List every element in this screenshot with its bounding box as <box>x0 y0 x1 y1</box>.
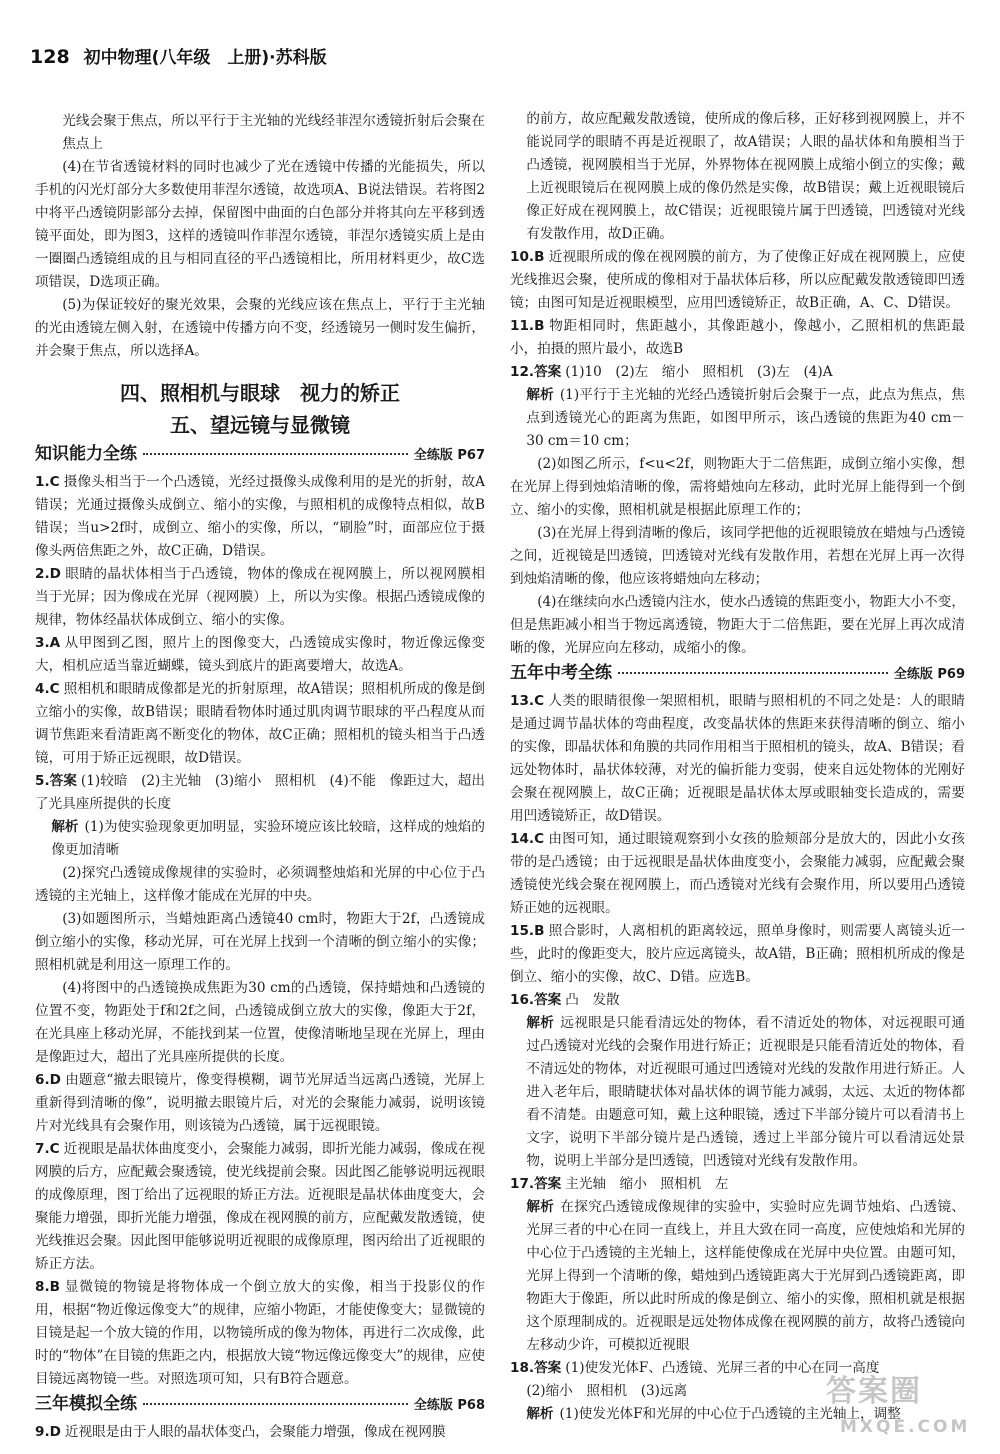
section-header <box>35 443 485 471</box>
section-header <box>510 662 965 690</box>
answer-number: 13.C <box>510 693 545 709</box>
answer-text: 人类的眼睛很像一架照相机，眼睛与照相机的不同之处是：人的眼睛是通过调节晶状体的弯曲程度，改变晶状体的焦距来获得清晰的倒立、缩小的实像，即晶状体和角膜的共同作用相当于照相机的镜头，故A、B错误；看远处物体时，晶状体较薄，对光的偏折能力变弱，使来自远处物体的光刚好会聚在视网膜上，故C正确；近视眼是晶状体太厚或眼轴变长造成的，需要用凹透镜矫正，故D错误。 <box>510 693 965 824</box>
answer-number: 15.B <box>510 923 545 939</box>
answer-item <box>35 471 485 563</box>
answer-text: 眼睛的晶状体相当于凸透镜，物体的像成在视网膜上，所以视网膜相当于光屏；因为像成在光屏（视网膜）上，所以为实像。根据凸透镜成像的规律，物体经晶状体成倒立、缩小的实像。 <box>35 566 485 628</box>
answer-item <box>510 690 965 828</box>
answer-item <box>510 361 965 384</box>
answer-number: 6.D <box>35 1072 61 1088</box>
answer-text: (1)使发光体F、凸透镜、光屏三者的中心在同一高度 <box>565 1360 880 1376</box>
answer-number: 5.答案 <box>35 773 77 789</box>
intro-paragraph: (5)为保证较好的聚光效果，会聚的光线应该在焦点上，平行于主光轴的光由透镜左侧入射，在透镜中传播方向不变，经透镜另一侧时发生偏折，并会聚于焦点，所以选择A。 <box>35 297 485 359</box>
answer-number: 14.C <box>510 831 545 847</box>
answer-item <box>510 989 965 1012</box>
answer-text: 照相机和眼睛成像都是光的折射原理，故A错误；照相机所成的像是倒立缩小的实像，故B错误；眼睛看物体时通过肌肉调节眼球的平凸程度从而调节焦距来看清距离不断变化的物体，故C正确；照相机的镜头相当于凸透镜，可用于矫正远视眼，故D错误。 <box>35 681 485 766</box>
answer-text: 从甲图到乙图，照片上的图像变大，凸透镜成实像时，物近像远像变大，相机应适当靠近蝴蝶，镜头到底片的距离要增大，故选A。 <box>35 635 485 674</box>
answer-text: 照合影时，人离相机的距离较远，照单身像时，则需要人离镜头近一些，此时的像距变大，胶片应远离镜头，故A错，B正确；照相机所成的像是倒立、缩小的实像，故C、D错。应选B。 <box>510 923 965 985</box>
answer-number: 2.D <box>35 566 61 582</box>
explanation-label: 解析 <box>51 819 79 835</box>
section-title: 五年中考全练 <box>510 663 612 683</box>
answer-item <box>510 1173 965 1196</box>
section-title: 知识能力全练 <box>35 444 137 464</box>
answer-number: 18.答案 <box>510 1360 562 1376</box>
section-title: 三年模拟全练 <box>35 1394 137 1414</box>
answer-item <box>510 828 965 920</box>
answer-number: 9.D <box>35 1424 61 1440</box>
right-column <box>510 108 965 1426</box>
answer-item <box>35 1276 485 1391</box>
explanation-label: 解析 <box>526 1015 555 1031</box>
answer-text: (1)较暗 (2)主光轴 (3)缩小 照相机 (4)不能 像距过大，超出了光具座所提供的长度 <box>35 773 485 812</box>
section-ref: 全练版 P67 <box>413 448 485 463</box>
answer-number: 10.B <box>510 249 545 265</box>
explanation-paragraph: 解析 (1)平行于主光轴的光经凸透镜折射后会聚于一点，此点为焦点，焦点到透镜光心的距离为焦距，如图甲所示，该凸透镜的焦距为40 cm－30 cm＝10 cm； <box>526 387 965 449</box>
answer-number: 3.A <box>35 635 61 651</box>
answer-text: 摄像头相当于一个凸透镜，光经过摄像头成像利用的是光的折射，故A错误；光通过摄像头成倒立、缩小的实像，与照相机的成像特点相似，故B错误；当u>2f时，成倒立、缩小的实像，所以，“刷脸”时，面部应位于摄像头两倍焦距之外，故C正确，D错误。 <box>35 474 485 559</box>
answer-item <box>35 1421 485 1444</box>
answer-item <box>35 770 485 816</box>
section-header <box>35 1393 485 1421</box>
book-title: 初中物理(八年级 上册)·苏科版 <box>83 48 327 68</box>
running-header <box>30 46 327 74</box>
answer-item <box>35 1138 485 1276</box>
explanation-paragraph: (2)如图乙所示，f<u<2f，则物距大于二倍焦距，成倒立缩小实像，想在光屏上得到烛焰清晰的像，需将蜡烛向左移动，此时光屏上能得到一个倒立、缩小的实像，照相机就是根据此原理工作的； <box>510 456 965 518</box>
answer-item <box>510 246 965 315</box>
continued-answer: 的前方，故应配戴发散透镜，使所成的像后移，正好移到视网膜上，并不能说同学的眼睛不再是近视眼了，故A错误；人眼的晶状体和角膜相当于凸透镜，视网膜相当于光屏，外界物体在视网膜上成缩小倒立的实像；戴上近视眼镜后在视网膜上成的像仍然是实像，故B错误；戴上近视眼镜后像正好成在视网膜上，故C错误；近视眼镜片属于凹透镜，凹透镜对光线有发散作用，故D正确。 <box>526 111 965 242</box>
answer-item <box>35 632 485 678</box>
answer-text: 显微镜的物镜是将物体成一个倒立放大的实像，相当于投影仪的作用，根据“物近像远像变大”的规律，应缩小物距，才能使像变大；显微镜的目镜是起一个放大镜的作用，以物镜所成的像为物体，再进行二次成像，此时的“物体”在目镜的焦距之内，根据放大镜“物远像远像变大”的规律，应使目镜远离物镜一些。对照选项可知，只有B符合题意。 <box>35 1279 485 1387</box>
answer-item <box>35 563 485 632</box>
explanation-paragraph: 解析 (1)使发光体F和光屏的中心位于凸透镜的主光轴上，调整 <box>526 1406 901 1422</box>
leader-dots <box>618 672 888 674</box>
intro-paragraph: (4)在节省透镜材料的同时也减少了光在透镜中传播的光能损失，所以手机的闪光灯部分大多数使用菲涅尔透镜，故选项A、B说法错误。若将图2中将平凸透镜阴影部分去掉，保留图中曲面的白色部分并将其向左平移到透镜平面处，即为图3，这样的透镜叫作菲涅尔透镜，菲涅尔透镜实质上是由一圈圈凸透镜组成的且与相同直径的平凸透镜相比，所用材料更少，故C选项错误，D选项正确。 <box>35 159 485 290</box>
answer-item <box>510 920 965 989</box>
watermark-logo: 答案圈 MXQE.COM <box>826 1374 971 1437</box>
answer-text: 凸 发散 <box>565 992 620 1008</box>
explanation-label: 解析 <box>526 1406 554 1422</box>
leader-dots <box>143 453 408 455</box>
answer-number: 11.B <box>510 318 545 334</box>
section-ref: 全练版 P68 <box>413 1398 485 1413</box>
answer-number: 17.答案 <box>510 1176 562 1192</box>
answer-number: 7.C <box>35 1141 60 1157</box>
chapter-title: 五、望远镜与显微镜 <box>170 413 350 437</box>
answer-text: (1)10 (2)左 缩小 照相机 (3)左 (4)A <box>565 364 833 380</box>
explanation-paragraph: (2)探究凸透镜成像规律的实验时，必须调整烛焰和光屏的中心位于凸透镜的主光轴上，这样像才能成在光屏的中央。 <box>35 865 485 904</box>
left-column <box>35 110 485 1444</box>
answer-item <box>510 315 965 361</box>
answer-number: 12.答案 <box>510 364 562 380</box>
answer-text: 近视眼是晶状体曲度变小，会聚能力减弱，即折光能力减弱，像成在视网膜的后方，应配戴会聚透镜，使光线提前会聚。因此图乙能够说明远视眼的成像原理，图丁给出了远视眼的矫正方法。近视眼是晶状体曲度变大，会聚能力增强，即折光能力增强，像成在视网膜的前方，应配戴发散透镜，使光线推迟会聚。因此图甲能够说明近视眼的成像原理，图丙给出了近视眼的矫正方法。 <box>35 1141 486 1272</box>
explanation-label: 解析 <box>526 387 554 403</box>
answer-number: 4.C <box>35 681 60 697</box>
section-ref: 全练版 P69 <box>893 667 965 682</box>
answer-continuation: (2)缩小 照相机 (3)远离 <box>526 1383 688 1399</box>
chapter-title: 四、照相机与眼球 视力的矫正 <box>120 381 400 405</box>
answer-text: 由图可知，通过眼镜观察到小女孩的脸颊部分是放大的，因此小女孩带的是凸透镜；由于远视眼是晶状体曲度变小，会聚能力减弱，应配戴会聚透镜使光线会聚在视网膜上，而凸透镜对光线有会聚作用，所以要用凸透镜矫正她的远视眼。 <box>510 831 965 916</box>
answer-number: 8.B <box>35 1279 60 1295</box>
answer-number: 1.C <box>35 474 60 490</box>
answer-item <box>35 1069 485 1138</box>
answer-text: 近视眼是由于人眼的晶状体变凸，会聚能力增强，像成在视网膜 <box>64 1424 446 1440</box>
explanation-paragraph: (3)在光屏上得到清晰的像后，该同学把他的近视眼镜放在蜡烛与凸透镜之间，近视镜是凹透镜，凹透镜对光线有发散作用，若想在光屏上再一次得到烛焰清晰的像，他应该将蜡烛向左移动； <box>510 525 965 587</box>
explanation-paragraph: 解析 (1)为使实验现象更加明显，实验环境应该比较暗，这样成的烛焰的像更加清晰 <box>51 819 485 858</box>
explanation-paragraph: (4)将图中的凸透镜换成焦距为30 cm的凸透镜，保持蜡烛和凸透镜的位置不变，物距处于f和2f之间，凸透镜成倒立放大的实像，像距大于2f，在光具座上移动光屏，不能找到某一位置，使像清晰地呈现在光屏上，理由是像距过大，超出了光具座所提供的长度。 <box>35 980 485 1065</box>
explanation-paragraph: (4)在继续向水凸透镜内注水，使水凸透镜的焦距变小，物距大小不变，但是焦距减小相当于物远离透镜，物距大于二倍焦距，要在光屏上再次成清晰的像，光屏应向左移动，成缩小的像。 <box>510 594 965 656</box>
answer-number: 16.答案 <box>510 992 562 1008</box>
answer-text: 主光轴 缩小 照相机 左 <box>565 1176 729 1192</box>
explanation-paragraph: (3)如题图所示，当蜡烛距离凸透镜40 cm时，物距大于2f，凸透镜成倒立缩小的实像，移动光屏，可在光屏上找到一个清晰的倒立缩小的实像；照相机就是利用这一原理工作的。 <box>35 911 485 973</box>
answer-text: 由题意“撤去眼镜片，像变得模糊，调节光屏适当远离凸透镜，光屏上重新得到清晰的像”，说明撤去眼镜片后，对光的会聚能力减弱，说明该镜片对光线具有会聚作用，则该镜为凸透镜，属于远视眼镜。 <box>35 1072 485 1134</box>
explanation-label: 解析 <box>526 1199 555 1215</box>
explanation-paragraph: 解析 远视眼是只能看清远处的物体，看不清近处的物体，对远视眼可通过凸透镜对光线的会聚作用进行矫正；近视眼是只能看清近处的物体，看不清远处的物体，对近视眼可通过凹透镜对光线的发散作用进行矫正。人进入老年后，眼睛睫状体对晶状体的调节能力减弱，太远、太近的物体都看不清楚。由题意可知，戴上这种眼镜，透过下半部分镜片可以看清书上文字，说明下半部分镜片是凸透镜，透过上半部分镜片可以看清远处景物，说明上半部分是凹透镜，凹透镜对光线有发散作用。 <box>526 1015 966 1169</box>
answer-text: 近视眼所成的像在视网膜的前方，为了使像正好成在视网膜上，应使光线推迟会聚，使所成的像相对于晶状体后移，所以应配戴发散透镜即凹透镜；由图可知是近视眼模型，应用凹透镜矫正，故B正确，A、C、D错误。 <box>510 249 965 311</box>
leader-dots <box>143 1403 408 1405</box>
answer-text: 物距相同时，焦距越小，其像距越小，像越小，乙照相机的焦距最小，拍摄的照片最小，故选B <box>510 318 965 357</box>
page-number: 128 <box>30 46 70 68</box>
explanation-paragraph: 解析 在探究凸透镜成像规律的实验中，实验时应先调节烛焰、凸透镜、光屏三者的中心在同一直线上，并且大致在同一高度，应使烛焰和光屏的中心位于凸透镜的主光轴上，这样能使像成在光屏中央位置。由题可知，光屏上得到一个清晰的像，蜡烛到凸透镜距离大于光屏到凸透镜距离，即物距大于像距，所以此时所成的像是倒立、缩小的实像，照相机就是根据这个原理制成的。近视眼是远处物体成像在视网膜的前方，故将凸透镜向左移动少许，可模拟近视眼 <box>526 1199 966 1353</box>
intro-paragraph: 光线会聚于焦点，所以平行于主光轴的光线经菲涅尔透镜折射后会聚在焦点上 <box>62 113 485 152</box>
answer-item <box>35 678 485 770</box>
